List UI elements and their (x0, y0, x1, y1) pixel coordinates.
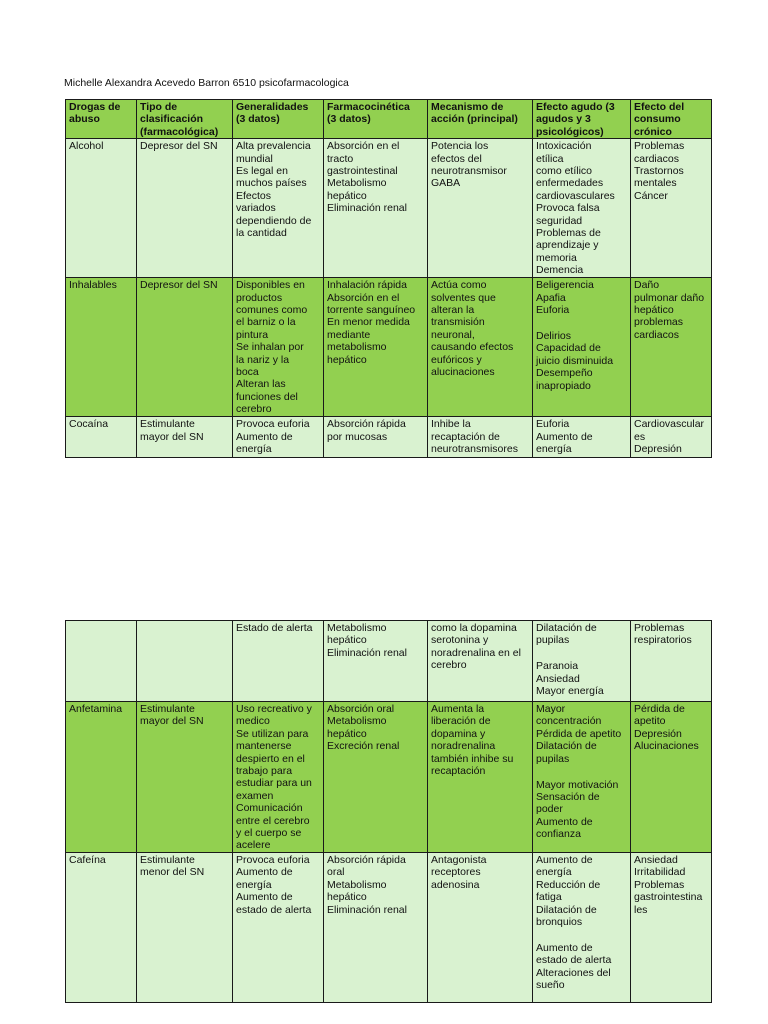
cell-line: oral (327, 866, 345, 879)
cell-line: Es legal en (236, 165, 288, 178)
cell-line (536, 765, 627, 779)
cell-line: hepático (327, 634, 367, 647)
cell-line: mediante (327, 328, 371, 341)
cell-line: Excreción renal (327, 740, 400, 753)
cell-chronic (631, 621, 712, 702)
row-alcohol (66, 139, 712, 278)
cell-line: Absorción rápida (327, 854, 406, 866)
cell-line: mayor del SN (140, 715, 204, 728)
cell-line: Problemas (634, 622, 685, 634)
cell-line: Estimulante (140, 854, 195, 866)
row-amphetamine (66, 702, 712, 853)
cell-line: energía (536, 443, 572, 456)
cell-line: seguridad (536, 214, 583, 227)
cell-line: Depresión (634, 727, 682, 740)
cell-line: por mucosas (327, 430, 388, 443)
cell-drug (66, 702, 137, 853)
cell-line: abuso (69, 113, 100, 126)
cell-drug (66, 139, 137, 278)
cell-type (137, 417, 233, 458)
cell-line: mayor del SN (140, 430, 204, 443)
cell-line: pupilas (536, 634, 570, 647)
cell-mechanism (428, 278, 533, 417)
cell-drug (66, 417, 137, 458)
cell-line: Alteran las (236, 378, 286, 391)
cell-line: Aumento de (236, 866, 293, 879)
cell-mechanism (428, 702, 533, 853)
cell-line: juicio disminuida (536, 354, 614, 367)
cell-line: la nariz y la (236, 353, 290, 366)
cell-line: Ansiedad (536, 672, 580, 685)
cell-line: Se utilizan para (236, 727, 309, 740)
drug-name: Alcohol (69, 140, 104, 153)
cell-line: Desempeño (536, 367, 593, 380)
cell-line: hepático (327, 727, 367, 740)
header-type (137, 100, 233, 139)
cell-general (233, 417, 324, 458)
cell-line: recaptación de (431, 430, 500, 443)
cell-line: solventes que (431, 291, 496, 304)
cell-line: cardiovasculares (536, 189, 615, 202)
cell-line: alucinaciones (431, 366, 495, 379)
cell-line: psicológicos) (536, 125, 604, 138)
cell-line: Delirios (536, 329, 572, 342)
cell-line: GABA (431, 177, 461, 190)
cell-line: pupilas (536, 752, 570, 765)
cell-line: boca (236, 366, 259, 379)
cell-line: inapropiado (536, 379, 591, 392)
cell-line: neurotransmisores (431, 443, 518, 456)
cell-line: Eliminación renal (327, 202, 407, 215)
cell-line: Alta prevalencia (236, 140, 311, 153)
cell-line: medico (236, 715, 270, 728)
header-row (66, 100, 712, 139)
cell-line: Provoca euforia (236, 418, 310, 431)
cell-line: aprendizaje y (536, 239, 599, 252)
cell-line: Problemas de (536, 227, 601, 240)
cell-line: Estimulante (140, 418, 195, 431)
cell-type (137, 702, 233, 853)
cell-line: Efecto agudo (3 (536, 101, 615, 113)
cell-line: Sensación de (536, 790, 600, 803)
cell-line: despierto en el (236, 752, 305, 765)
cell-line: Eliminación renal (327, 646, 407, 659)
cell-line: Depresor del SN (140, 279, 218, 292)
cell-acute (533, 853, 631, 1003)
cell-line: cardiacos (634, 152, 679, 165)
cell-line: Potencia los (431, 140, 489, 153)
cell-line: dependiendo de (236, 214, 312, 227)
cell-line: enfermedades (536, 177, 604, 190)
header-drug (66, 100, 137, 139)
cell-line: confianza (536, 828, 581, 841)
cell-line: Antagonista (431, 854, 487, 866)
cell-line: el barniz o la (236, 316, 296, 329)
cell-line: Metabolismo (327, 622, 387, 634)
cell-line: variados (236, 202, 276, 215)
header-acute (533, 100, 631, 139)
cell-line: Alteraciones del (536, 966, 611, 979)
cell-line: neuronal, (431, 328, 475, 341)
row-cocaine (66, 417, 712, 458)
cell-mechanism (428, 853, 533, 1003)
cell-line: liberación de (431, 715, 491, 728)
cell-line: serotonina y (431, 634, 489, 647)
cell-line: Beligerencia (536, 279, 594, 292)
cell-line: comunes como (236, 304, 308, 317)
cell-line: y el cuerpo se (236, 827, 302, 840)
cell-line: gastrointestinal (327, 165, 398, 178)
cell-line: Absorción en el (327, 291, 400, 304)
cell-line: respiratorios (634, 634, 692, 647)
cell-line: crónico (634, 125, 672, 138)
cell-line: Metabolismo (327, 177, 387, 190)
cell-pharma (324, 702, 428, 853)
cell-line: energía (236, 443, 272, 456)
cell-line: pulmonar daño (634, 291, 705, 304)
cell-line: poder (536, 803, 563, 816)
row-inhalables (66, 278, 712, 417)
cell-line: Absorción en el (327, 140, 400, 153)
cell-line: adenosina (431, 878, 480, 891)
cell-line: Capacidad de (536, 342, 601, 355)
cell-line: Problemas (634, 878, 685, 891)
cell-line: estado de alerta (236, 903, 312, 916)
cell-line: energía (236, 878, 272, 891)
cell-line: neurotransmisor (431, 165, 507, 178)
cell-line: Dilatación de (536, 740, 597, 753)
cell-type (137, 853, 233, 1003)
cell-line: hepático (634, 304, 674, 317)
cell-line: Ansiedad (634, 854, 678, 866)
cell-line: consumo (634, 113, 681, 126)
cell-line: Metabolismo (327, 878, 387, 891)
cell-line: Provoca euforia (236, 854, 310, 866)
cell-line: Alucinaciones (634, 740, 699, 753)
cell-line: Mecanismo de (431, 101, 504, 113)
cell-drug (66, 621, 137, 702)
cell-line: Se inhalan por (236, 341, 304, 354)
cell-line: memoria (536, 251, 577, 264)
cell-line: funciones del (236, 390, 298, 403)
cell-line: Aumento de (236, 891, 293, 904)
cell-chronic (631, 853, 712, 1003)
cell-line: Euforia (536, 304, 570, 317)
row-caffeine (66, 853, 712, 1003)
cell-line: mundial (236, 152, 273, 165)
cell-line: examen (236, 789, 274, 802)
cell-line: Aumento de (536, 815, 593, 828)
cell-line: Euforia (536, 418, 570, 431)
cell-line: Depresión (634, 443, 682, 456)
cell-line: bronquios (536, 916, 583, 929)
cell-line: Estado de alerta (236, 622, 313, 634)
cell-line: mantenerse (236, 740, 292, 753)
cell-line: Uso recreativo y (236, 703, 312, 715)
cell-line: cardiacos (634, 328, 679, 341)
cell-line: Tipo de (140, 101, 178, 113)
cell-line: Paranoia (536, 660, 579, 673)
cell-line: fatiga (536, 891, 562, 904)
cell-line: gastrointestina (634, 891, 703, 904)
cell-line: Intoxicación (536, 140, 592, 153)
cell-line: Actúa como (431, 279, 487, 292)
cell-line: Cáncer (634, 189, 668, 202)
row-cocaine-continued (66, 621, 712, 702)
drug-name: Inhalables (69, 279, 117, 292)
cell-line: como la dopamina (431, 622, 517, 634)
cell-general (233, 621, 324, 702)
cell-pharma (324, 853, 428, 1003)
cell-general (233, 853, 324, 1003)
cell-line: Daño (634, 279, 660, 292)
cell-line: Efecto del (634, 101, 685, 113)
cell-line (536, 647, 627, 661)
drugs-table-page-2 (65, 620, 712, 1003)
cell-line: Trastornos (634, 165, 684, 178)
cell-pharma (324, 621, 428, 702)
cell-line: muchos países (236, 177, 307, 190)
cell-line: Depresor del SN (140, 140, 218, 153)
header-chronic (631, 100, 712, 139)
cell-line: acción (principal) (431, 113, 518, 126)
cell-line: Eliminación renal (327, 903, 407, 916)
cell-line: apetito (634, 715, 666, 728)
cell-line: Aumento de (536, 854, 593, 866)
cell-line: Mayor (536, 703, 566, 715)
cell-line: energía (536, 866, 572, 879)
cell-line: Aumento de (236, 430, 293, 443)
cell-line: es (634, 430, 646, 443)
cell-line: dopamina y (431, 727, 486, 740)
cell-mechanism (428, 139, 533, 278)
cell-line: Inhibe la (431, 418, 471, 431)
cell-line: productos (236, 291, 283, 304)
cell-line: agudos y 3 (536, 113, 591, 126)
drug-name: Cafeína (69, 854, 106, 866)
cell-line: hepático (327, 353, 367, 366)
cell-line: Dilatación de (536, 622, 597, 634)
cell-line: cerebro (236, 403, 272, 416)
cell-line: sueño (536, 979, 565, 992)
cell-line: la cantidad (236, 227, 287, 240)
cell-acute (533, 417, 631, 458)
cell-line: Disponibles en (236, 279, 305, 292)
cell-line: hepático (327, 891, 367, 904)
cell-line: Reducción de (536, 878, 601, 891)
cell-line: Demencia (536, 264, 584, 277)
cell-chronic (631, 278, 712, 417)
cell-general (233, 702, 324, 853)
cell-line: hepático (327, 189, 367, 202)
cell-line: noradrenalina (431, 740, 496, 753)
cell-line: metabolismo (327, 341, 387, 354)
cell-general (233, 139, 324, 278)
cell-line: Inhalación rápida (327, 279, 407, 292)
cell-type (137, 621, 233, 702)
cell-line: Pérdida de (634, 703, 685, 715)
cell-line: menor del SN (140, 866, 205, 879)
cell-line (536, 928, 627, 942)
cell-drug (66, 853, 137, 1003)
cell-line: noradrenalina en el (431, 646, 521, 659)
cell-mechanism (428, 417, 533, 458)
cell-line: tracto (327, 152, 354, 165)
cell-acute (533, 702, 631, 853)
cell-line: como etílico (536, 165, 593, 178)
cell-line: cerebro (431, 659, 467, 672)
cell-pharma (324, 417, 428, 458)
cell-line: alteran la (431, 304, 475, 317)
cell-line: Apafia (536, 291, 566, 304)
cell-line: acelere (236, 839, 271, 852)
cell-pharma (324, 139, 428, 278)
cell-line: también inhibe su (431, 752, 514, 765)
cell-line: En menor medida (327, 316, 410, 329)
cell-line: estado de alerta (536, 954, 612, 967)
cell-line: recaptación (431, 765, 486, 778)
drug-name: Anfetamina (69, 703, 123, 715)
cell-line: Comunicación (236, 802, 303, 815)
cell-line: torrente sanguíneo (327, 304, 416, 317)
cell-general (233, 278, 324, 417)
cell-acute (533, 621, 631, 702)
cell-line: Mayor motivación (536, 778, 619, 791)
drug-name: Cocaína (69, 418, 109, 431)
cell-line: Provoca falsa (536, 202, 600, 215)
cell-line: Drogas de (69, 101, 121, 113)
cell-line: (3 datos) (236, 113, 280, 126)
cell-line: receptores (431, 866, 481, 879)
cell-pharma (324, 278, 428, 417)
cell-line: Cardiovascular (634, 418, 705, 431)
cell-acute (533, 278, 631, 417)
cell-line: Generalidades (236, 101, 309, 113)
cell-line: estudiar para un (236, 777, 312, 790)
cell-line: Aumento de (536, 941, 593, 954)
drugs-table-page-1 (65, 99, 712, 458)
cell-line: Aumenta la (431, 703, 485, 715)
cell-line: trabajo para (236, 765, 293, 778)
cell-mechanism (428, 621, 533, 702)
cell-line (536, 316, 627, 330)
cell-line: Absorción oral (327, 703, 395, 715)
cell-line: efectos del (431, 152, 482, 165)
cell-chronic (631, 417, 712, 458)
cell-line: transmisión (431, 316, 485, 329)
cell-line: Absorción rápida (327, 418, 406, 431)
cell-line: (3 datos) (327, 113, 371, 126)
cell-line: problemas (634, 316, 684, 329)
cell-chronic (631, 139, 712, 278)
cell-line: Farmacocinética (327, 101, 410, 113)
cell-type (137, 278, 233, 417)
cell-line: concentración (536, 715, 602, 728)
cell-chronic (631, 702, 712, 853)
cell-drug (66, 278, 137, 417)
cell-line: (farmacológica) (140, 125, 219, 138)
cell-line: Pérdida de apetito (536, 727, 622, 740)
cell-acute (533, 139, 631, 278)
cell-line: eufóricos y (431, 353, 482, 366)
cell-line: entre el cerebro (236, 814, 310, 827)
cell-line: Metabolismo (327, 715, 387, 728)
cell-line: Aumento de (536, 430, 593, 443)
cell-line: Dilatación de (536, 903, 597, 916)
header-pharma (324, 100, 428, 139)
cell-line: mentales (634, 177, 677, 190)
cell-line: causando efectos (431, 341, 514, 354)
cell-line: Problemas (634, 140, 685, 153)
cell-line: les (634, 903, 648, 916)
cell-line: Estimulante (140, 703, 195, 715)
author-line: Michelle Alexandra Acevedo Barron 6510 psicofarmacologica (64, 77, 349, 89)
header-mechanism (428, 100, 533, 139)
cell-line: Mayor energía (536, 685, 604, 698)
cell-line: pintura (236, 328, 269, 341)
cell-line: Irritabilidad (634, 866, 686, 879)
cell-line: Efectos (236, 189, 272, 202)
cell-line: etílica (536, 152, 564, 165)
header-general (233, 100, 324, 139)
cell-type (137, 139, 233, 278)
cell-line: clasificación (140, 113, 204, 126)
